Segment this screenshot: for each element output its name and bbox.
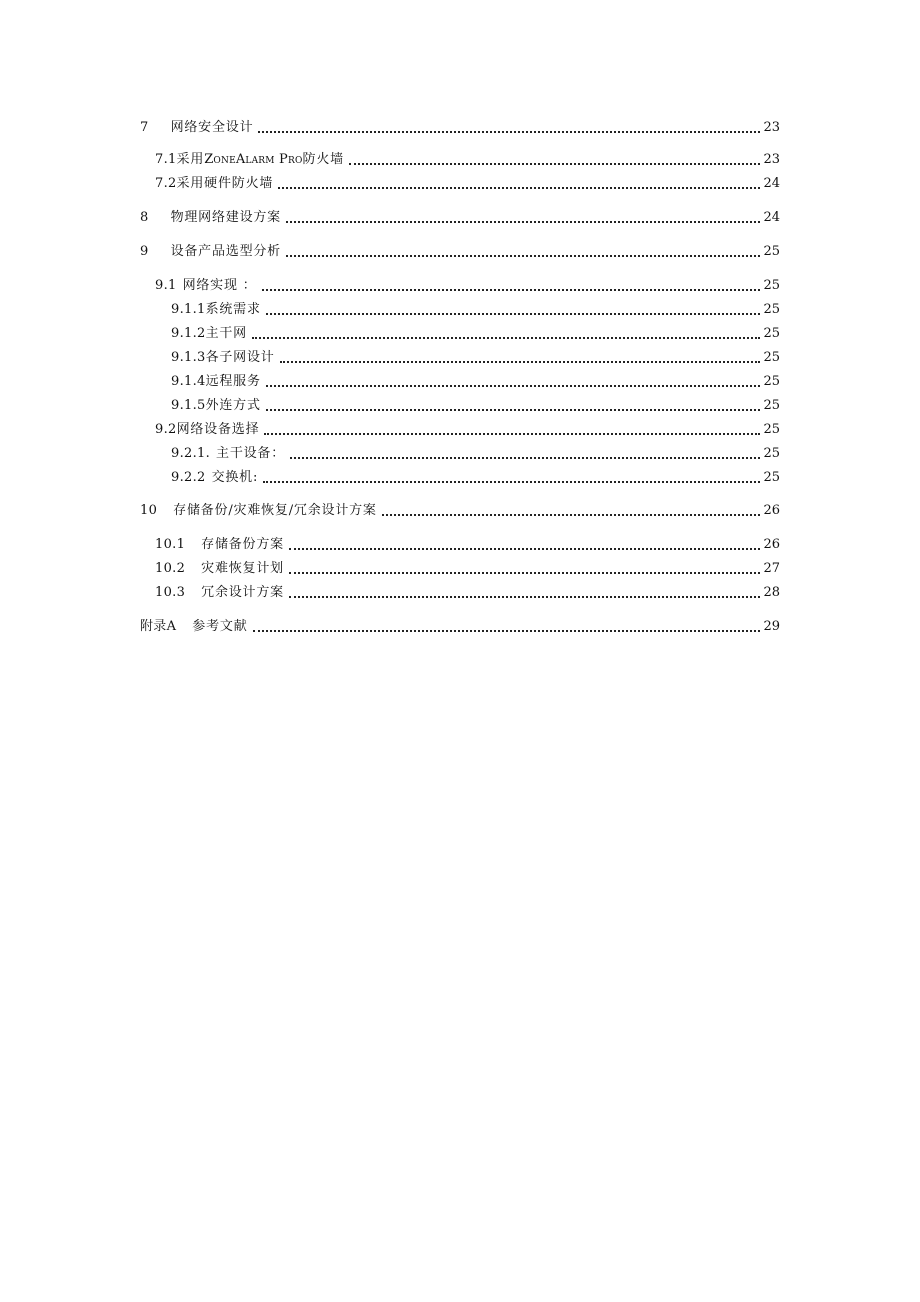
- toc-title: 各子网设计: [205, 350, 275, 365]
- toc-title: 物理网络建设方案: [170, 210, 281, 225]
- toc-entry-9-1-1[interactable]: [171, 296, 780, 318]
- dot-leader: [262, 289, 761, 291]
- dot-leader: [266, 313, 761, 315]
- toc-page-number: 25: [763, 470, 780, 485]
- dot-leader: [289, 572, 760, 574]
- toc-entry-9-2-2[interactable]: [171, 464, 780, 486]
- toc-entry-9-2[interactable]: [155, 416, 780, 438]
- toc-page-number: 27: [763, 561, 780, 576]
- toc-title: 采用ZoneAlarm Pro防火墙: [176, 152, 344, 167]
- toc-page-number: 26: [763, 537, 780, 552]
- toc-number: 7.1: [155, 152, 177, 167]
- toc-page-number: 25: [763, 398, 780, 413]
- toc-title: 灾难恢复计划: [201, 561, 284, 576]
- toc-title: 网络实现 ：: [182, 278, 257, 293]
- toc-entry-9-1-2[interactable]: [171, 320, 780, 342]
- toc-number: 10.3: [155, 585, 186, 600]
- toc-entry-10-2[interactable]: [155, 555, 780, 577]
- dot-leader: [252, 337, 760, 339]
- dot-leader: [349, 163, 761, 165]
- toc-entry-9-1-5[interactable]: [171, 392, 780, 414]
- toc-number: 9.1.2: [171, 326, 206, 341]
- toc-entry-7-1[interactable]: [155, 146, 780, 168]
- toc-title: 系统需求: [205, 302, 261, 317]
- toc-number: 10: [140, 503, 158, 518]
- toc-number: 8: [140, 210, 149, 225]
- toc-title: 采用硬件防火墙: [176, 176, 274, 191]
- toc-number: 9.1.5: [171, 398, 206, 413]
- dot-leader: [280, 361, 761, 363]
- toc-title: 参考文献: [192, 619, 248, 634]
- toc-entry-9-1-4[interactable]: [171, 368, 780, 390]
- dot-leader: [263, 481, 760, 483]
- dot-leader: [266, 409, 761, 411]
- toc-entry-9-1-3[interactable]: [171, 344, 780, 366]
- dot-leader: [264, 433, 760, 435]
- toc-page-number: 25: [763, 374, 780, 389]
- toc-page-number: 25: [763, 350, 780, 365]
- toc-entry-9[interactable]: [140, 238, 780, 260]
- toc-number: 9.1: [155, 278, 177, 293]
- toc-title: 主干设备：: [216, 446, 286, 461]
- dot-leader: [258, 131, 760, 133]
- toc-number: 9.1.1: [171, 302, 206, 317]
- dot-leader: [286, 221, 760, 223]
- toc-entry-7[interactable]: [140, 114, 780, 136]
- toc-number: 9.1.3: [171, 350, 206, 365]
- toc-page-number: 23: [763, 152, 780, 167]
- dot-leader: [290, 457, 760, 459]
- toc-number: 9.2.2: [171, 470, 206, 485]
- toc-page-number: 25: [763, 422, 780, 437]
- toc-title: 冗余设计方案: [201, 585, 284, 600]
- toc-title: 交换机:: [211, 470, 259, 485]
- toc-number: 9.2: [155, 422, 177, 437]
- toc-page-number: 24: [763, 210, 780, 225]
- toc-title: 主干网: [205, 326, 247, 341]
- toc-entry-10[interactable]: [140, 497, 780, 519]
- toc-entry-8[interactable]: [140, 204, 780, 226]
- toc-number: 10.1: [155, 537, 186, 552]
- toc-number: 9: [140, 244, 149, 259]
- toc-entry-7-2[interactable]: [155, 170, 780, 192]
- toc-page-number: 25: [763, 446, 780, 461]
- toc-page-number: 25: [763, 244, 780, 259]
- dot-leader: [253, 630, 761, 632]
- toc-page-number: 28: [763, 585, 780, 600]
- toc-number: 7: [140, 120, 149, 135]
- toc-title: 网络设备选择: [176, 422, 260, 437]
- toc-title: 远程服务: [205, 374, 261, 389]
- dot-leader: [278, 187, 760, 189]
- dot-leader: [289, 548, 760, 550]
- dot-leader: [286, 255, 760, 257]
- toc-title: 外连方式: [205, 398, 261, 413]
- toc-entry-9-1[interactable]: [155, 272, 780, 294]
- toc-number: 附录A: [140, 619, 177, 634]
- toc-number: 7.2: [155, 176, 177, 191]
- toc-entry-appendix-a[interactable]: [140, 613, 780, 635]
- dot-leader: [266, 385, 761, 387]
- toc-entry-10-1[interactable]: [155, 531, 780, 553]
- toc-page-number: 23: [763, 120, 780, 135]
- toc-number: 9.2.1.: [171, 446, 211, 461]
- toc-page-number: 25: [763, 278, 780, 293]
- toc-title: 设备产品选型分析: [170, 244, 281, 259]
- toc-title: 存储备份/灾难恢复/冗余设计方案: [173, 503, 377, 518]
- dot-leader: [289, 596, 760, 598]
- toc-page-number: 25: [763, 302, 780, 317]
- toc-number: 9.1.4: [171, 374, 206, 389]
- toc-entry-9-2-1[interactable]: [171, 440, 780, 462]
- toc-page-number: 24: [763, 176, 780, 191]
- toc-title: 存储备份方案: [201, 537, 284, 552]
- toc-page-number: 26: [763, 503, 780, 518]
- dot-leader: [382, 514, 761, 516]
- toc-number: 10.2: [155, 561, 186, 576]
- toc-entry-10-3[interactable]: [155, 579, 780, 601]
- toc-title: 网络安全设计: [170, 120, 254, 135]
- toc-page-number: 25: [763, 326, 780, 341]
- toc-page-number: 29: [763, 619, 780, 634]
